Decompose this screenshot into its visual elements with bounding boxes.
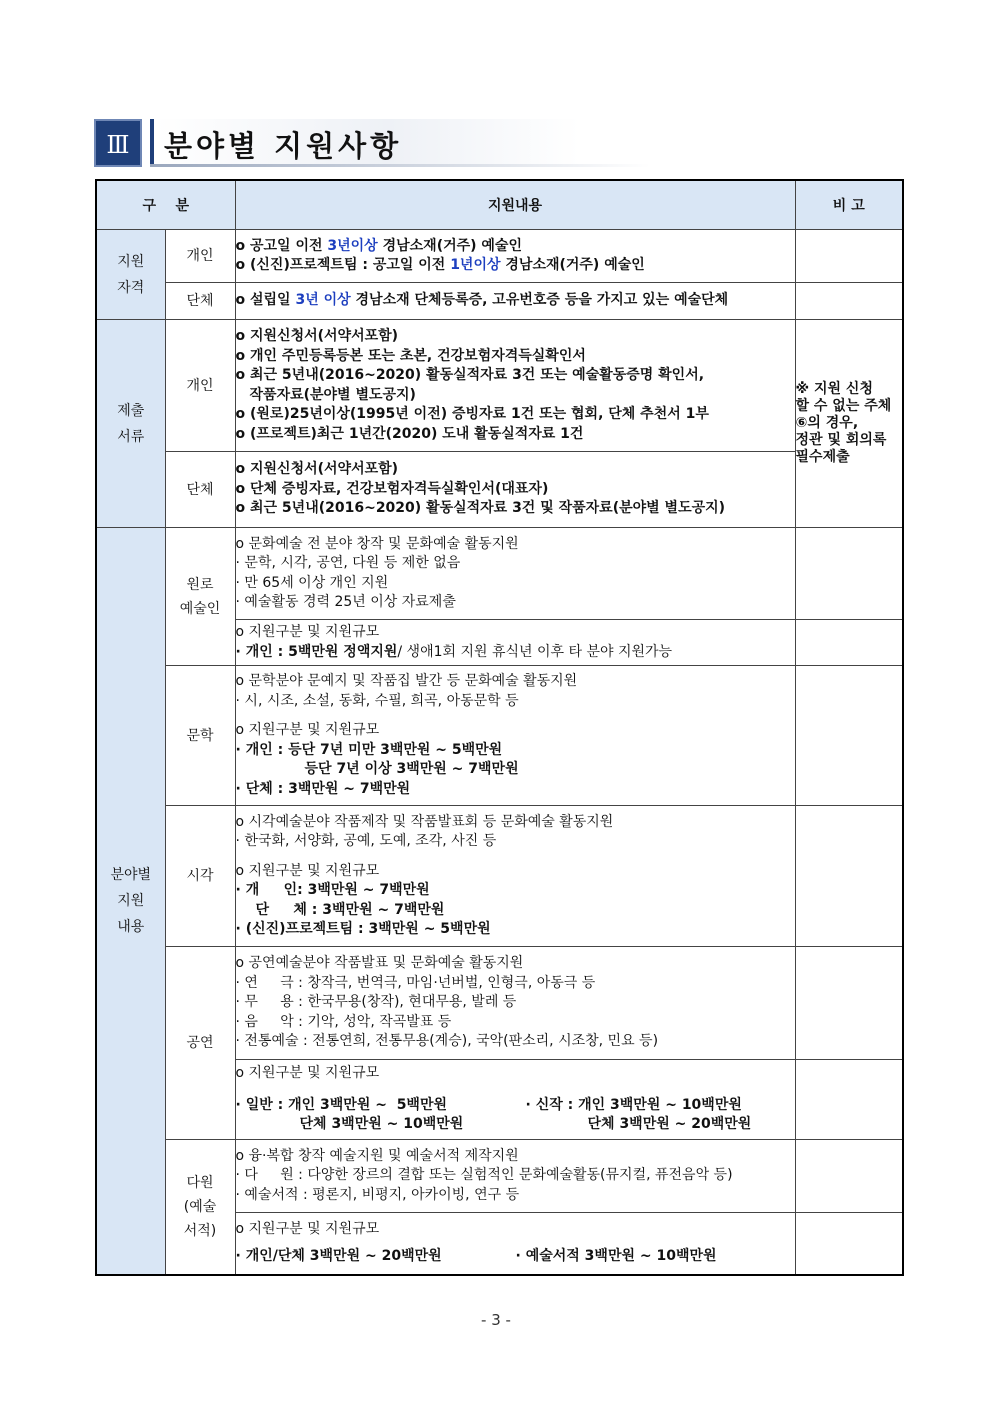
elder-scale: o 지원구분 및 지원규모 · 개인 : 5백만원 정액지원/ 생애1회 지원 휴식년 이후 타 분야 지원가능 (235, 620, 795, 666)
visual-label: 시각 (165, 806, 235, 947)
note-cell (795, 666, 903, 806)
docs-note: ※ 지원 신청 할 수 없는 주체 ⑥의 경우, 정관 및 회의록 필수제출 (795, 320, 903, 528)
table-row (96, 283, 903, 320)
table-row (96, 666, 903, 806)
section-title (94, 119, 594, 167)
perf-label: 공연 (165, 947, 235, 1140)
docs-individual-content: o 지원신청서(서약서포함) o 개인 주민등록등본 또는 초본, 건강보험자격득실확인서 o 최근 5년내(2016~2020) 활동실적자료 3건 또는 예술활동증명 확인서, 작품자료(분야별 별도공지) o (원로)25년이상(1995년 이전) 증빙자료 1건 또는 협회, 단체 추천서 1부 o (프로젝트)최근 1년간(2020) 도내 활동실적자료 1건 (235, 320, 795, 452)
elder-desc: o 문화예술 전 분야 창작 및 문화예술 활동지원 · 문학, 시각, 공연, 다원 등 제한 없음 · 만 65세 이상 개인 지원 · 예술활동 경력 25년 이상 자료제출 (235, 528, 795, 620)
multi-label: 다원 (예술 서적) (165, 1140, 235, 1275)
page-number: - 3 - (481, 1311, 511, 1329)
table-row (96, 452, 903, 528)
note-cell (795, 620, 903, 666)
qual-group-content: o 설립일 3년 이상 경남소재 단체등록증, 고유번호증 등을 가지고 있는 예술단체 (235, 283, 795, 320)
qual-group-label: 단체 (165, 283, 235, 320)
lit-content: o 문학분야 문예지 및 작품집 발간 등 문화예술 활동지원 · 시, 시조, 소설, 동화, 수필, 희곡, 아동문학 등 o 지원구분 및 지원규모 · 개인 : 등단 7년 미만 3백만원 ~ 5백만원 등단 7년 이상 3백만원 ~ 7백만원 · 단체 : 3백만원 ~ 7백만원 (235, 666, 795, 806)
note-cell (795, 1060, 903, 1140)
note-cell (795, 230, 903, 283)
table-row (96, 1140, 903, 1213)
note-cell (795, 947, 903, 1060)
note-cell (795, 283, 903, 320)
note-cell (795, 1213, 903, 1275)
docs-group-label: 단체 (165, 452, 235, 528)
table-row (96, 528, 903, 620)
table-row (96, 806, 903, 947)
perf-scale: o 지원구분 및 지원규모 · 일반 : 개인 3백만원 ~ 5백만원 · 신작 : 개인 3백만원 ~ 10백만원 단체 3백만원 ~ 10백만원 단체 3백만원 ~ 20백만원 (235, 1060, 795, 1140)
table-header-row (96, 180, 903, 230)
docs-label: 제출 서류 (96, 320, 165, 528)
multi-desc: o 융·복합 창작 예술지원 및 예술서적 제작지원 · 다 원 : 다양한 장르의 결합 또는 실험적인 문화예술활동(뮤지컬, 퓨전음악 등) · 예술서적 : 평론지, 비평지, 아카이빙, 연구 등 (235, 1140, 795, 1213)
section-number: Ⅲ (94, 119, 142, 167)
table-row (96, 947, 903, 1060)
qual-label: 지원 자격 (96, 230, 165, 320)
table-row (96, 320, 903, 452)
perf-desc: o 공연예술분야 작품발표 및 문화예술 활동지원 · 연 극 : 창작극, 번역극, 마임·넌버벌, 인형극, 아동극 등 · 무 용 : 한국무용(창작), 현대무용, 발레 등 · 음 악 : 기악, 성악, 작곡발표 등 · 전통예술 : 전통연희, 전통무용(계승), 국악(판소리, 시조창, 민요 등) (235, 947, 795, 1060)
header-note: 비 고 (795, 180, 903, 230)
support-table (95, 179, 904, 1276)
fields-label: 분야별 지원 내용 (96, 528, 165, 1275)
header-category: 구 분 (96, 180, 235, 230)
title-underline (150, 164, 650, 167)
qual-individual-label: 개인 (165, 230, 235, 283)
table-row (96, 230, 903, 283)
elder-label: 원로 예술인 (165, 528, 235, 666)
docs-group-content: o 지원신청서(서약서포함) o 단체 증빙자료, 건강보험자격득실확인서(대표자) o 최근 5년내(2016~2020) 활동실적자료 3건 및 작품자료(분야별 별도공지) (235, 452, 795, 528)
multi-scale: o 지원구분 및 지원규모 · 개인/단체 3백만원 ~ 20백만원 · 예술서적 3백만원 ~ 10백만원 (235, 1213, 795, 1275)
section-title-text: 분야별 지원사항 (164, 129, 403, 163)
note-cell (795, 528, 903, 620)
docs-individual-label: 개인 (165, 320, 235, 452)
header-content: 지원내용 (235, 180, 795, 230)
lit-label: 문학 (165, 666, 235, 806)
note-cell (795, 806, 903, 947)
visual-content: o 시각예술분야 작품제작 및 작품발표회 등 문화예술 활동지원 · 한국화, 서양화, 공예, 도예, 조각, 사진 등 o 지원구분 및 지원규모 · 개 인: 3백만원 ~ 7백만원 단 체 : 3백만원 ~ 7백만원 · (신진)프로젝트팀 : 3백만원 ~ 5백만원 (235, 806, 795, 947)
qual-individual-content: o 공고일 이전 3년이상 경남소재(거주) 예술인 o (신진)프로젝트팀 : 공고일 이전 1년이상 경남소재(거주) 예술인 (235, 230, 795, 283)
section-title-box (150, 119, 580, 167)
note-cell (795, 1140, 903, 1213)
